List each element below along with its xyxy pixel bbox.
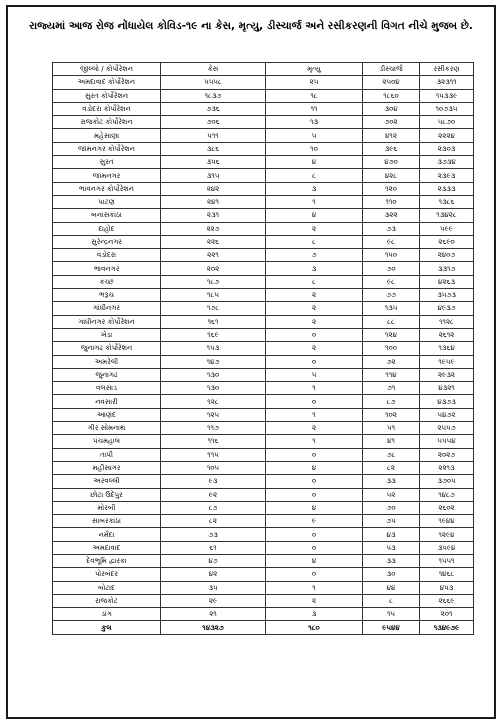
cell-discharge: ૪૨૮ <box>363 169 420 182</box>
cell-cases: ૨૦૨ <box>161 262 266 275</box>
cell-cases: ૨૪૨ <box>161 182 266 195</box>
table-header-row <box>53 63 474 76</box>
cell-discharge: ૧૫૦ <box>363 249 420 262</box>
cell-cases: ૬૧ <box>161 541 266 554</box>
table-row <box>53 209 474 222</box>
cell-district: આણંદ <box>53 408 161 421</box>
cell-district: ડાંગ <box>53 608 161 621</box>
cell-vaccination: ૧૪૬૮ <box>420 568 474 581</box>
cell-cases: ૭૩ <box>161 528 266 541</box>
cell-deaths: ૧ <box>266 382 363 395</box>
cell-deaths: ૭ <box>266 249 363 262</box>
cell-cases: ૩૫ <box>161 581 266 594</box>
table-total-row <box>53 621 474 634</box>
covid-data-table <box>52 62 474 635</box>
cell-district: છોટા ઉદેપુર <box>53 488 161 501</box>
cell-deaths: ૦ <box>266 488 363 501</box>
cell-vaccination: ૨૨૨૪ <box>420 129 474 142</box>
cell-cases: ૧૬૯ <box>161 328 266 341</box>
cell-discharge: ૪૧ <box>363 435 420 448</box>
cell-cases: ૫૫૫૮ <box>161 76 266 89</box>
cell-cases: ૨૯ <box>161 594 266 607</box>
cell-vaccination: ૧૩૬૪ <box>420 342 474 355</box>
table-row <box>53 195 474 208</box>
cell-district: પંચમહાલ <box>53 435 161 448</box>
cell-cases: ૩૫૬ <box>161 156 266 169</box>
cell-district: નવસારી <box>53 395 161 408</box>
cell-vaccination: ૨૬૦૨ <box>420 501 474 514</box>
cell-cases: ૯૨ <box>161 488 266 501</box>
cell-deaths: ૧ <box>266 408 363 421</box>
table-row <box>53 422 474 435</box>
cell-discharge: ૪૩ <box>363 528 420 541</box>
table-row <box>53 408 474 421</box>
cell-discharge: ૭૮ <box>363 448 420 461</box>
cell-vaccination: ૪૩૭૩ <box>420 395 474 408</box>
cell-district: ભાવનગર કોર્પોરેશન <box>53 182 161 195</box>
cell-deaths: ૧૦ <box>266 142 363 155</box>
cell-discharge: ૭૦૨ <box>363 116 420 129</box>
document-page <box>6 5 496 719</box>
cell-vaccination: ૧૯૪૪ <box>420 515 474 528</box>
table-row <box>53 156 474 169</box>
cell-vaccination: ૧૩૪૨૮ <box>420 209 474 222</box>
table-row <box>53 102 474 115</box>
cell-deaths: ૨ <box>266 289 363 302</box>
cell-cases: ૯૩ <box>161 475 266 488</box>
cell-deaths: ૦ <box>266 448 363 461</box>
cell-district: અમદાવાદ <box>53 541 161 554</box>
cell-discharge: ૪૧૨ <box>363 129 420 142</box>
cell-cases: ૩૧૫ <box>161 169 266 182</box>
table-row <box>53 76 474 89</box>
cell-vaccination: ૫૫૫૪ <box>420 435 474 448</box>
cell-district: બોટાદ <box>53 581 161 594</box>
table-row <box>53 262 474 275</box>
table-row <box>53 435 474 448</box>
cell-discharge: ૩૨૨ <box>363 209 420 222</box>
table-row <box>53 475 474 488</box>
cell-district: નર્મદા <box>53 528 161 541</box>
cell-vaccination: ૨૬૯૦ <box>420 235 474 248</box>
cell-district: મહેસાણા <box>53 129 161 142</box>
table-row <box>53 541 474 554</box>
cell-vaccination: ૨૩૩૩ <box>420 182 474 195</box>
cell-cases: ૪૭ <box>161 554 266 567</box>
total-discharge: ૯૫૪૪ <box>363 621 420 634</box>
cell-vaccination: ૩૩૧૭ <box>420 262 474 275</box>
cell-discharge: ૮૨ <box>363 461 420 474</box>
cell-district: વડોદરા કોર્પોરેશન <box>53 102 161 115</box>
cell-cases: ૧૦૫ <box>161 461 266 474</box>
cell-discharge: ૭૨ <box>363 355 420 368</box>
total-cases: ૧૪૩૨૭ <box>161 621 266 634</box>
cell-vaccination: ૩૫૯૪ <box>420 541 474 554</box>
table-body <box>53 76 474 621</box>
cell-cases: ૨૨૭ <box>161 222 266 235</box>
cell-deaths: ૨ <box>266 342 363 355</box>
cell-deaths: ૪ <box>266 209 363 222</box>
cell-vaccination: ૨૬૧૨ <box>420 328 474 341</box>
cell-cases: ૧૫૩ <box>161 342 266 355</box>
cell-cases: ૧૧૫ <box>161 448 266 461</box>
cell-district: પાટણ <box>53 195 161 208</box>
table-row <box>53 528 474 541</box>
cell-cases: ૨૨૬ <box>161 235 266 248</box>
cell-vaccination: ૨૪૦૭ <box>420 249 474 262</box>
table-row <box>53 89 474 102</box>
cell-cases: ૭૦૬ <box>161 116 266 129</box>
cell-discharge: ૧૧૦ <box>363 195 420 208</box>
cell-deaths: ૦ <box>266 355 363 368</box>
cell-deaths: ૦ <box>266 568 363 581</box>
table-row <box>53 342 474 355</box>
table-row <box>53 355 474 368</box>
cell-discharge: ૮૮ <box>363 315 420 328</box>
table-row <box>53 581 474 594</box>
table-row <box>53 382 474 395</box>
cell-cases: ૧૧૬ <box>161 435 266 448</box>
cell-deaths: ૦ <box>266 528 363 541</box>
cell-deaths: ૧૩ <box>266 116 363 129</box>
cell-discharge: ૧૮૬૦ <box>363 89 420 102</box>
cell-district: અમદાવાદ કોર્પોરેશન <box>53 76 161 89</box>
cell-deaths: ૧ <box>266 435 363 448</box>
cell-deaths: ૦ <box>266 541 363 554</box>
cell-vaccination: ૨૩૯૩ <box>420 169 474 182</box>
cell-deaths: ૪ <box>266 554 363 567</box>
cell-district: વલસાડ <box>53 382 161 395</box>
cell-district: બનાસકાંઠા <box>53 209 161 222</box>
cell-discharge: ૭૧ <box>363 382 420 395</box>
cell-deaths: ૨ <box>266 302 363 315</box>
header-vaccination: રસીકરણ <box>420 63 474 76</box>
cell-district: જુનાગઢ કોર્પોરેશન <box>53 342 161 355</box>
cell-vaccination: ૨૨૧૩ <box>420 461 474 474</box>
cell-discharge: ૭૭ <box>363 289 420 302</box>
cell-discharge: ૧૦૦ <box>363 342 420 355</box>
table-row <box>53 289 474 302</box>
cell-deaths: ૪ <box>266 156 363 169</box>
table-row <box>53 222 474 235</box>
cell-vaccination: ૩૫૭૩ <box>420 289 474 302</box>
cell-district: વડોદરા <box>53 249 161 262</box>
cell-vaccination: ૩૭૦૫ <box>420 475 474 488</box>
cell-vaccination: ૧૫૩૩૯ <box>420 89 474 102</box>
table-row <box>53 235 474 248</box>
cell-district: તાપી <box>53 448 161 461</box>
cell-vaccination: ૨૫૫૭ <box>420 422 474 435</box>
cell-vaccination: ૨૯૩૨ <box>420 368 474 381</box>
header-district: જીલ્લો / કોર્પોરેશન <box>53 63 161 76</box>
cell-deaths: ૮ <box>266 275 363 288</box>
cell-district: ભાવનગર <box>53 262 161 275</box>
cell-deaths: ૪ <box>266 461 363 474</box>
cell-cases: ૧૨૫ <box>161 408 266 421</box>
cell-cases: ૨૪૧ <box>161 195 266 208</box>
cell-cases: ૧૧૭ <box>161 422 266 435</box>
cell-deaths: ૨ <box>266 222 363 235</box>
table-row <box>53 315 474 328</box>
cell-cases: ૨૩૧ <box>161 209 266 222</box>
cell-discharge: ૭૫ <box>363 515 420 528</box>
total-deaths: ૧૮૦ <box>266 621 363 634</box>
cell-cases: ૧૮૩૭ <box>161 89 266 102</box>
cell-vaccination: ૨૦૧ <box>420 608 474 621</box>
cell-district: ગાંધીનગર કોર્પોરેશન <box>53 315 161 328</box>
cell-cases: ૨૨૧ <box>161 249 266 262</box>
cell-cases: ૧૪૭ <box>161 355 266 368</box>
table-row <box>53 116 474 129</box>
table-row <box>53 328 474 341</box>
cell-district: સુરત કોર્પોરેશન <box>53 89 161 102</box>
cell-district: અરવલ્લી <box>53 475 161 488</box>
cell-discharge: ૧૦૨ <box>363 408 420 421</box>
cell-deaths: ૦ <box>266 328 363 341</box>
cell-district: જુનાગઢ <box>53 368 161 381</box>
cell-district: ગીર સોમનાથ <box>53 422 161 435</box>
cell-vaccination: ૨૦૨૭ <box>420 448 474 461</box>
cell-vaccination: ૧૪૮૭ <box>420 488 474 501</box>
cell-deaths: ૨ <box>266 315 363 328</box>
cell-vaccination: ૧૦૭૩૫ <box>420 102 474 115</box>
cell-discharge: ૭૦ <box>363 262 420 275</box>
table-row <box>53 448 474 461</box>
cell-deaths: ૩ <box>266 182 363 195</box>
cell-district: ખેડા <box>53 328 161 341</box>
cell-cases: ૧૭૮ <box>161 302 266 315</box>
cell-vaccination: ૨૩૦૩ <box>420 142 474 155</box>
table-row <box>53 568 474 581</box>
cell-vaccination: ૩૭૩૪ <box>420 156 474 169</box>
table-row <box>53 302 474 315</box>
cell-discharge: ૧૨૦ <box>363 182 420 195</box>
cell-deaths: ૩ <box>266 262 363 275</box>
cell-cases: ૫૧૧ <box>161 129 266 142</box>
cell-discharge: ૩૦૪ <box>363 102 420 115</box>
cell-discharge: ૨૫૦૪ <box>363 76 420 89</box>
cell-cases: ૮૨ <box>161 515 266 528</box>
cell-deaths: ૫ <box>266 129 363 142</box>
table-row <box>53 461 474 474</box>
table-row <box>53 368 474 381</box>
cell-discharge: ૫૨ <box>363 488 420 501</box>
cell-cases: ૧૮૫ <box>161 289 266 302</box>
header-discharge: ડીસ્ચાર્જ <box>363 63 420 76</box>
cell-vaccination: ૫૪૭૨ <box>420 408 474 421</box>
cell-cases: ૧૨૮ <box>161 395 266 408</box>
cell-discharge: ૪૪ <box>363 581 420 594</box>
cell-discharge: ૩૩ <box>363 554 420 567</box>
cell-deaths: ૦ <box>266 475 363 488</box>
cell-deaths: ૮ <box>266 169 363 182</box>
cell-vaccination: ૧૫૫૧ <box>420 554 474 567</box>
cell-discharge: ૯૮ <box>363 275 420 288</box>
total-label: કુલ <box>53 621 161 634</box>
cell-deaths: ૫ <box>266 368 363 381</box>
cell-cases: ૨૧ <box>161 608 266 621</box>
cell-discharge: ૭૩ <box>363 222 420 235</box>
table-row <box>53 594 474 607</box>
table-row <box>53 142 474 155</box>
table-row <box>53 169 474 182</box>
cell-vaccination: ૧૧૨૮ <box>420 315 474 328</box>
cell-discharge: ૧૧૪ <box>363 368 420 381</box>
cell-discharge: ૪૭૦ <box>363 156 420 169</box>
cell-vaccination: ૧૯૫૯ <box>420 355 474 368</box>
table-row <box>53 501 474 514</box>
cell-district: ગાંધીનગર <box>53 302 161 315</box>
cell-district: કચ્છ <box>53 275 161 288</box>
document-heading: રાજ્યમાં આજ રોજ નોંધાયેલ કોવિડ-૧૯ ના કેસ, મૃત્યુ, ડીસ્ચાર્જ અને રસીકરણની વિગત નીચે મુજબ છે. <box>29 20 473 32</box>
cell-vaccination: ૧૨૯૪ <box>420 528 474 541</box>
cell-discharge: ૩૩ <box>363 475 420 488</box>
cell-deaths: ૧ <box>266 581 363 594</box>
cell-discharge: ૭૦ <box>363 501 420 514</box>
cell-deaths: ૮ <box>266 235 363 248</box>
cell-district: જામનગર <box>53 169 161 182</box>
cell-deaths: ૨ <box>266 594 363 607</box>
cell-deaths: ૧૮ <box>266 89 363 102</box>
cell-vaccination: ૪૫૩ <box>420 581 474 594</box>
total-vaccination: ૧૩૪૯૭૯ <box>420 621 474 634</box>
cell-vaccination: ૧૩૮૬ <box>420 195 474 208</box>
cell-district: મોરબી <box>53 501 161 514</box>
table-row <box>53 275 474 288</box>
cell-district: દાહોદ <box>53 222 161 235</box>
cell-vaccination: ૪૯૩૭ <box>420 302 474 315</box>
cell-cases: ૧૩૦ <box>161 382 266 395</box>
table-row <box>53 488 474 501</box>
cell-discharge: ૮૭ <box>363 395 420 408</box>
cell-district: સાબરકાંઠા <box>53 515 161 528</box>
cell-district: રાજકોટ <box>53 594 161 607</box>
cell-district: સુરેન્દ્રનગર <box>53 235 161 248</box>
cell-cases: ૭૩૬ <box>161 102 266 115</box>
cell-cases: ૮૭ <box>161 501 266 514</box>
cell-discharge: ૧૫ <box>363 608 420 621</box>
cell-vaccination: ૪૨૬૩ <box>420 275 474 288</box>
cell-district: ભરૂચ <box>53 289 161 302</box>
cell-cases: ૩૮૬ <box>161 142 266 155</box>
cell-district: જામનગર કોર્પોરેશન <box>53 142 161 155</box>
cell-vaccination: ૫૯૯ <box>420 222 474 235</box>
cell-vaccination: ૫૮૭૦ <box>420 116 474 129</box>
cell-discharge: ૫૩ <box>363 541 420 554</box>
cell-deaths: ૧ <box>266 195 363 208</box>
cell-discharge: ૯૮ <box>363 235 420 248</box>
cell-cases: ૪૨ <box>161 568 266 581</box>
table-row <box>53 129 474 142</box>
cell-discharge: ૩૦ <box>363 568 420 581</box>
cell-deaths: ૦ <box>266 395 363 408</box>
header-deaths: મૃત્યુ <box>266 63 363 76</box>
cell-discharge: ૫૧ <box>363 422 420 435</box>
cell-discharge: ૮ <box>363 594 420 607</box>
cell-discharge: ૩૯૬ <box>363 142 420 155</box>
cell-district: સુરત <box>53 156 161 169</box>
table-row <box>53 395 474 408</box>
cell-district: પોરબંદર <box>53 568 161 581</box>
cell-vaccination: ૩૨૩૧૧ <box>420 76 474 89</box>
cell-cases: ૧૬૧ <box>161 315 266 328</box>
cell-deaths: ૪ <box>266 501 363 514</box>
cell-vaccination: ૨૬૬૯ <box>420 594 474 607</box>
cell-district: અમરેલી <box>53 355 161 368</box>
table-row <box>53 182 474 195</box>
table-row <box>53 608 474 621</box>
cell-vaccination: ૪૩૨૧ <box>420 382 474 395</box>
cell-deaths: ૯ <box>266 515 363 528</box>
cell-deaths: ૧૧ <box>266 102 363 115</box>
cell-cases: ૧૮૭ <box>161 275 266 288</box>
cell-deaths: ૨ <box>266 422 363 435</box>
cell-district: રાજકોટ કોર્પોરેશન <box>53 116 161 129</box>
table-row <box>53 554 474 567</box>
cell-deaths: ૨૫ <box>266 76 363 89</box>
header-cases: કેસ <box>161 63 266 76</box>
cell-district: દેવભૂમિ દ્વારકા <box>53 554 161 567</box>
cell-deaths: ૩ <box>266 608 363 621</box>
cell-district: મહીસાગર <box>53 461 161 474</box>
cell-discharge: ૧૩૫ <box>363 302 420 315</box>
cell-discharge: ૧૨૪ <box>363 328 420 341</box>
table-row <box>53 249 474 262</box>
cell-cases: ૧૩૦ <box>161 368 266 381</box>
table-row <box>53 515 474 528</box>
